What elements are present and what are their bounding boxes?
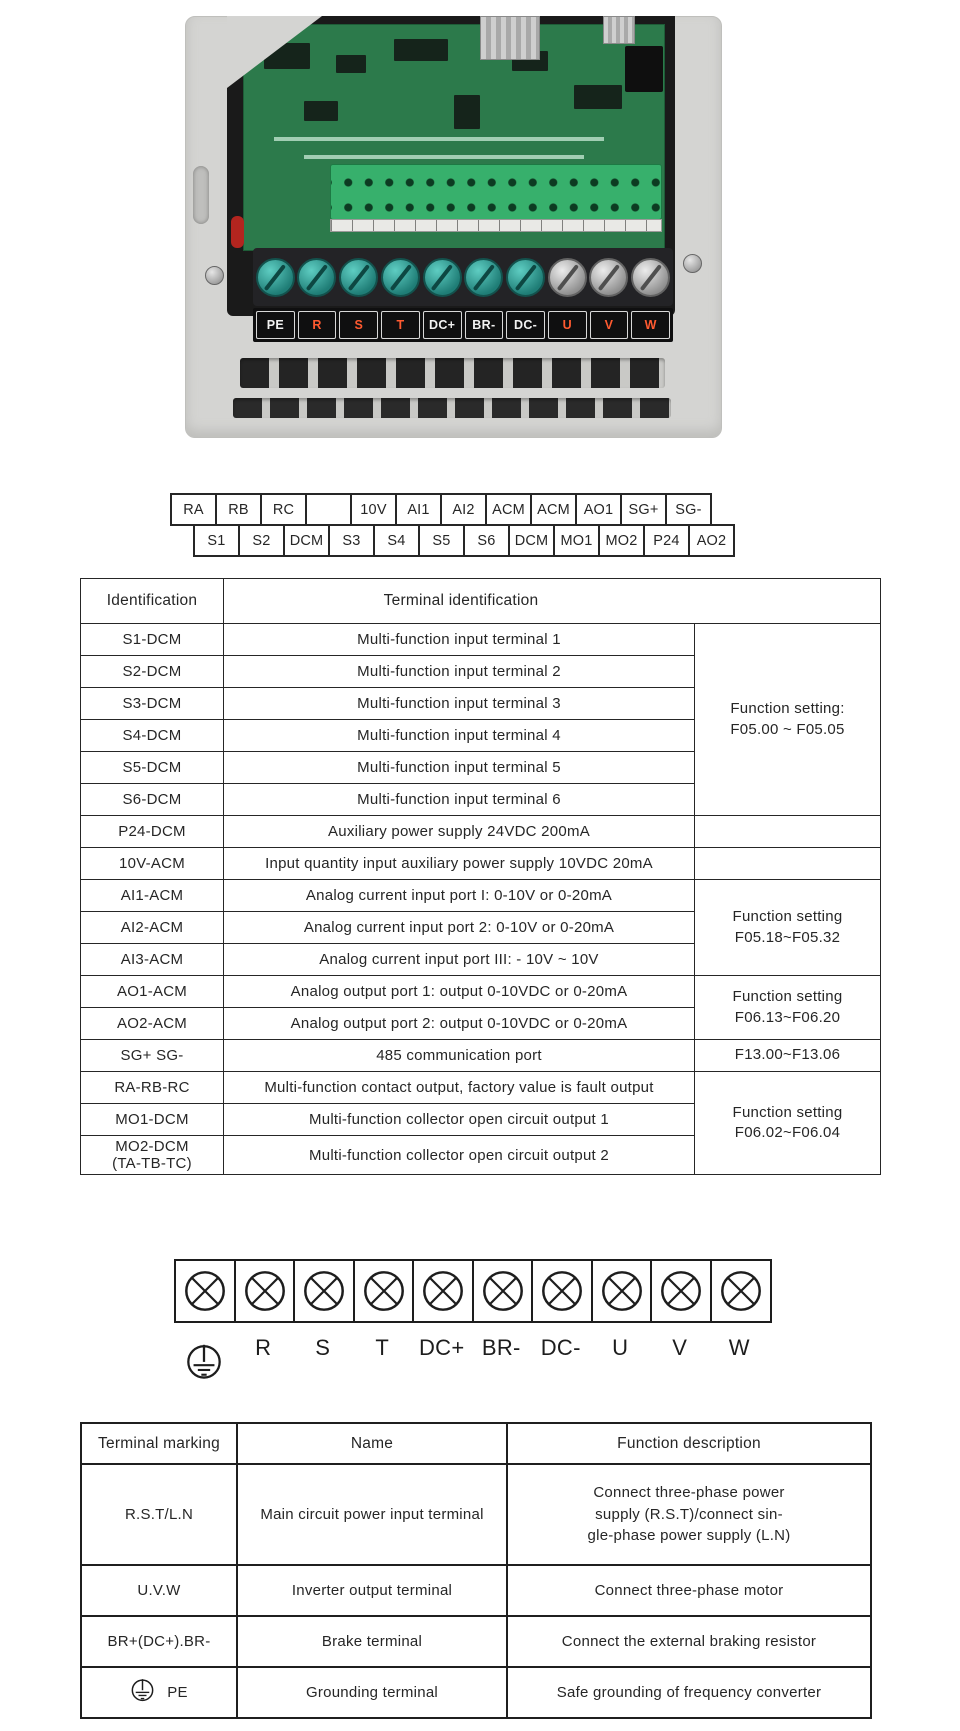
terminal-desc-cell: Multi-function collector open circuit output 2: [224, 1136, 695, 1175]
terminal-id-line: (TA-TB-TC): [112, 1155, 192, 1172]
terminal-id-line: S4-DCM: [122, 727, 182, 744]
terminal-label-DC-: DC-: [540, 1335, 581, 1360]
terminal-marking-cell: [81, 1667, 237, 1718]
screw-terminal-symbol: [472, 1259, 534, 1323]
terminal-desc-cell: Multi-function input terminal 2: [224, 656, 695, 688]
pin-cell-AO1: AO1: [575, 493, 622, 526]
terminal-id-cell: [81, 688, 224, 720]
screw-terminal-symbol: [234, 1259, 296, 1323]
photo-terminal-label-BR-: BR-: [465, 311, 504, 339]
terminal-id-line: S6-DCM: [122, 791, 182, 808]
pin-cell-S2: S2: [238, 524, 285, 557]
terminal-id-cell: [81, 1072, 224, 1104]
terminal-label-T: T: [375, 1335, 390, 1360]
housing-screw: [683, 254, 702, 273]
photo-terminal-label-PE: PE: [256, 311, 295, 339]
terminal-desc-cell: Multi-function input terminal 4: [224, 720, 695, 752]
pin-cell-AI1: AI1: [395, 493, 442, 526]
terminal-desc-cell: Analog output port 2: output 0-10VDC or 0-20mA: [224, 1008, 695, 1040]
terminal-id-cell: [81, 816, 224, 848]
terminal-label-R: R: [255, 1335, 272, 1360]
header-terminal-identification-text: Terminal identification: [383, 592, 539, 609]
terminal-label-BR-: BR-: [481, 1335, 521, 1360]
terminal-desc-cell: Multi-function collector open circuit output 1: [224, 1104, 695, 1136]
pin-cell-blank: [305, 493, 352, 526]
terminal-id-cell: [81, 944, 224, 976]
terminal-desc-cell: Auxiliary power supply 24VDC 200mA: [224, 816, 695, 848]
bottom-table-row: [81, 1667, 871, 1718]
main-table-row: [81, 1040, 881, 1072]
terminal-id-line: S5-DCM: [122, 759, 182, 776]
screw-terminal-symbol: [174, 1259, 236, 1323]
screw-terminal: [339, 258, 378, 297]
screw-terminal-symbol: [531, 1259, 593, 1323]
terminal-name-cell: Main circuit power input terminal: [237, 1464, 507, 1565]
pin-cell-SG-: SG-: [665, 493, 712, 526]
function-setting-line: Function setting: [732, 1103, 843, 1121]
pcb-silkscreen: [304, 155, 584, 159]
terminal-name-cell: Grounding terminal: [237, 1667, 507, 1718]
bottom-table-row: [81, 1565, 871, 1616]
terminal-desc-cell: 485 communication port: [224, 1040, 695, 1072]
screw-terminal: [506, 258, 545, 297]
terminal-id-line: 10V-ACM: [119, 855, 185, 872]
terminal-id-line: S3-DCM: [122, 695, 182, 712]
terminal-desc-cell: Analog current input port III: - 10V ~ 10V: [224, 944, 695, 976]
pin-cell-S1: S1: [193, 524, 240, 557]
terminal-id-line: AO1-ACM: [116, 983, 188, 1000]
main-table-row: [81, 624, 881, 656]
pe-marking: [88, 1673, 230, 1712]
ic-chip: [454, 95, 480, 129]
terminal-desc-cell: Multi-function input terminal 5: [224, 752, 695, 784]
ground-symbol-slot: [174, 1335, 234, 1385]
terminal-name-cell: Inverter output terminal: [237, 1565, 507, 1616]
photo-terminal-label-W: W: [631, 311, 670, 339]
photo-terminal-label-S: S: [339, 311, 378, 339]
screw-terminal-symbol: [591, 1259, 653, 1323]
screw-terminal: [589, 258, 628, 297]
pin-cell-DCM: DCM: [508, 524, 555, 557]
terminal-id-line: AI2-ACM: [120, 919, 184, 936]
terminal-id-cell: [81, 624, 224, 656]
control-terminal-block: [330, 164, 662, 220]
control-terminal-label-strip: [330, 219, 662, 232]
main-circuit-terminal-table: [80, 1422, 872, 1719]
vent-slots-row1: [240, 358, 665, 388]
circle-cross-terminal-icon: [301, 1268, 347, 1314]
circle-cross-terminal-icon: [599, 1268, 645, 1314]
circle-cross-terminal-icon: [420, 1268, 466, 1314]
function-description-cell: [507, 1464, 871, 1565]
pin-row-2: [193, 524, 735, 557]
pin-cell-ACM: ACM: [530, 493, 577, 526]
ic-chip: [304, 101, 338, 121]
photo-terminal-label-V: V: [590, 311, 629, 339]
terminal-id-line: SG+ SG-: [120, 1047, 184, 1064]
function-setting-line: F06.13~F06.20: [734, 1008, 841, 1026]
power-terminal-screws: [253, 248, 673, 306]
terminal-marking-cell: BR+(DC+).BR-: [81, 1616, 237, 1667]
power-terminal-diagram-labels: [174, 1335, 769, 1385]
function-description-line: gle-phase power supply (L.N): [587, 1527, 791, 1545]
pin-cell-S3: S3: [328, 524, 375, 557]
terminal-id-cell: [81, 656, 224, 688]
power-terminal-labels: [253, 308, 673, 342]
function-setting-line: F13.00~F13.06: [734, 1046, 841, 1064]
pin-cell-MO1: MO1: [553, 524, 600, 557]
circle-cross-terminal-icon: [480, 1268, 526, 1314]
function-description-cell: [507, 1667, 871, 1718]
terminal-id-cell: [81, 976, 224, 1008]
screw-terminal-symbol: [353, 1259, 415, 1323]
main-table-row: [81, 816, 881, 848]
terminal-id-line: AI3-ACM: [120, 951, 184, 968]
terminal-label-DC+: DC+: [418, 1335, 465, 1360]
terminal-id-cell: [81, 848, 224, 880]
terminal-name-cell: Brake terminal: [237, 1616, 507, 1667]
terminal-desc-cell: Input quantity input auxiliary power supply 10VDC 20mA: [224, 848, 695, 880]
function-description-line: Connect the external braking resistor: [561, 1632, 817, 1650]
housing-screw: [205, 266, 224, 285]
function-setting-cell: [695, 1072, 881, 1175]
screw-terminal: [631, 258, 670, 297]
terminal-desc-cell: Analog output port 1: output 0-10VDC or 0-20mA: [224, 976, 695, 1008]
bottom-table-header-row: [81, 1423, 871, 1464]
pin-cell-AO2: AO2: [688, 524, 735, 557]
screw-terminal: [464, 258, 503, 297]
ground-icon: [185, 1335, 223, 1385]
terminal-label-U: U: [612, 1335, 629, 1360]
function-description-cell: [507, 1565, 871, 1616]
photo-terminal-label-R: R: [298, 311, 337, 339]
function-description-cell: [507, 1616, 871, 1667]
photo-terminal-label-DC+: DC+: [423, 311, 462, 339]
bottom-table-row: [81, 1616, 871, 1667]
terminal-id-line: S2-DCM: [122, 663, 182, 680]
function-setting-cell: [695, 1040, 881, 1072]
circle-cross-terminal-icon: [182, 1268, 228, 1314]
housing-side-slot: [193, 166, 209, 224]
terminal-id-cell: [81, 1104, 224, 1136]
function-setting-line: F06.02~F06.04: [734, 1124, 841, 1141]
terminal-marking-cell: U.V.W: [81, 1565, 237, 1616]
pin-cell-RC: RC: [260, 493, 307, 526]
terminal-id-line: AI1-ACM: [120, 887, 184, 904]
terminal-desc-cell: Analog current input port 2: 0-10V or 0-20mA: [224, 912, 695, 944]
terminal-id-cell: [81, 720, 224, 752]
terminal-id-line: P24-DCM: [118, 823, 186, 840]
header-function-description: Function description: [507, 1423, 871, 1464]
pin-cell-P24: P24: [643, 524, 690, 557]
main-table-header-row: [81, 579, 881, 624]
circle-cross-terminal-icon: [658, 1268, 704, 1314]
screw-terminal-symbol: [710, 1259, 772, 1323]
header-identification: Identification: [81, 579, 224, 624]
terminal-id-cell: [81, 1040, 224, 1072]
ic-chip: [394, 39, 448, 61]
screw-terminal: [256, 258, 295, 297]
header-name: Name: [237, 1423, 507, 1464]
terminal-id-line: S1-DCM: [122, 631, 182, 648]
bottom-table-row: [81, 1464, 871, 1565]
ic-chip: [336, 55, 366, 73]
screw-terminal: [423, 258, 462, 297]
ground-icon: [130, 1673, 155, 1705]
function-setting-line: Function setting:: [730, 700, 845, 718]
ribbon-cable-small: [603, 16, 635, 44]
terminal-id-cell: [81, 1136, 224, 1175]
main-table-row: [81, 880, 881, 912]
function-description-line: Connect three-phase motor: [594, 1581, 784, 1599]
pin-cell-RB: RB: [215, 493, 262, 526]
power-terminal-diagram: [174, 1259, 772, 1323]
screw-terminal: [548, 258, 587, 297]
terminal-desc-cell: Multi-function input terminal 3: [224, 688, 695, 720]
function-setting-cell: [695, 880, 881, 976]
terminal-marking-text: PE: [167, 1683, 188, 1701]
terminal-desc-cell: Analog current input port I: 0-10V or 0-20mA: [224, 880, 695, 912]
function-description-line: Safe grounding of frequency converter: [556, 1683, 822, 1701]
terminal-id-cell: [81, 880, 224, 912]
pin-cell-RA: RA: [170, 493, 217, 526]
main-table-row: [81, 1072, 881, 1104]
ribbon-cable: [480, 16, 540, 60]
function-setting-cell: [695, 848, 881, 880]
photo-terminal-label-DC-: DC-: [506, 311, 545, 339]
terminal-id-line: AO2-ACM: [116, 1015, 188, 1032]
function-setting-cell: [695, 816, 881, 848]
ground-icon-wrap: [130, 1673, 155, 1712]
function-setting-line: Function setting: [732, 908, 843, 926]
header-terminal-marking: Terminal marking: [81, 1423, 237, 1464]
header-terminal-identification: [224, 579, 881, 624]
pin-cell-S4: S4: [373, 524, 420, 557]
pin-cell-S6: S6: [463, 524, 510, 557]
screw-terminal: [297, 258, 336, 297]
pin-cell-DCM: DCM: [283, 524, 330, 557]
screw-terminal: [381, 258, 420, 297]
function-setting-cell: [695, 976, 881, 1040]
terminal-label-W: W: [728, 1335, 750, 1360]
terminal-desc-cell: Multi-function input terminal 1: [224, 624, 695, 656]
control-terminal-strip: [170, 493, 735, 557]
pcb-silkscreen: [274, 137, 604, 141]
function-setting-cell: [695, 624, 881, 816]
product-photo: [185, 16, 720, 436]
capacitor: [231, 216, 244, 248]
main-table-row: [81, 848, 881, 880]
photo-terminal-label-U: U: [548, 311, 587, 339]
pcb-module: [625, 46, 663, 92]
pin-cell-SG+: SG+: [620, 493, 667, 526]
circle-cross-terminal-icon: [718, 1268, 764, 1314]
function-setting-line: Function setting: [732, 988, 843, 1006]
function-description-line: Connect three-phase power: [593, 1483, 785, 1501]
pin-cell-ACM: ACM: [485, 493, 532, 526]
terminal-id-line: MO1-DCM: [115, 1111, 189, 1128]
terminal-id-cell: [81, 752, 224, 784]
pin-cell-10V: 10V: [350, 493, 397, 526]
main-table-row: [81, 976, 881, 1008]
circle-cross-terminal-icon: [361, 1268, 407, 1314]
terminal-marking-cell: R.S.T/L.N: [81, 1464, 237, 1565]
function-description-line: supply (R.S.T)/connect sin-: [595, 1505, 783, 1523]
function-setting-line: F05.18~F05.32: [734, 928, 841, 946]
terminal-desc-cell: Multi-function input terminal 6: [224, 784, 695, 816]
pin-row-1: [170, 493, 735, 526]
terminal-label-S: S: [315, 1335, 331, 1360]
pin-cell-MO2: MO2: [598, 524, 645, 557]
screw-terminal-symbol: [293, 1259, 355, 1323]
ic-chip: [574, 85, 622, 109]
terminal-id-cell: [81, 912, 224, 944]
function-setting-line: F05.00 ~ F05.05: [730, 720, 845, 738]
pin-cell-AI2: AI2: [440, 493, 487, 526]
terminal-id-line: MO2-DCM: [115, 1138, 189, 1155]
terminal-id-cell: [81, 1008, 224, 1040]
terminal-identification-table: [80, 578, 881, 1175]
photo-terminal-label-T: T: [381, 311, 420, 339]
screw-terminal-symbol: [650, 1259, 712, 1323]
circle-cross-terminal-icon: [242, 1268, 288, 1314]
vent-slots-row2: [233, 398, 671, 418]
terminal-id-cell: [81, 784, 224, 816]
terminal-desc-cell: Multi-function contact output, factory value is fault output: [224, 1072, 695, 1104]
pin-cell-S5: S5: [418, 524, 465, 557]
terminal-id-line: RA-RB-RC: [114, 1079, 190, 1096]
screw-terminal-symbol: [412, 1259, 474, 1323]
circle-cross-terminal-icon: [539, 1268, 585, 1314]
terminal-label-V: V: [672, 1335, 688, 1360]
